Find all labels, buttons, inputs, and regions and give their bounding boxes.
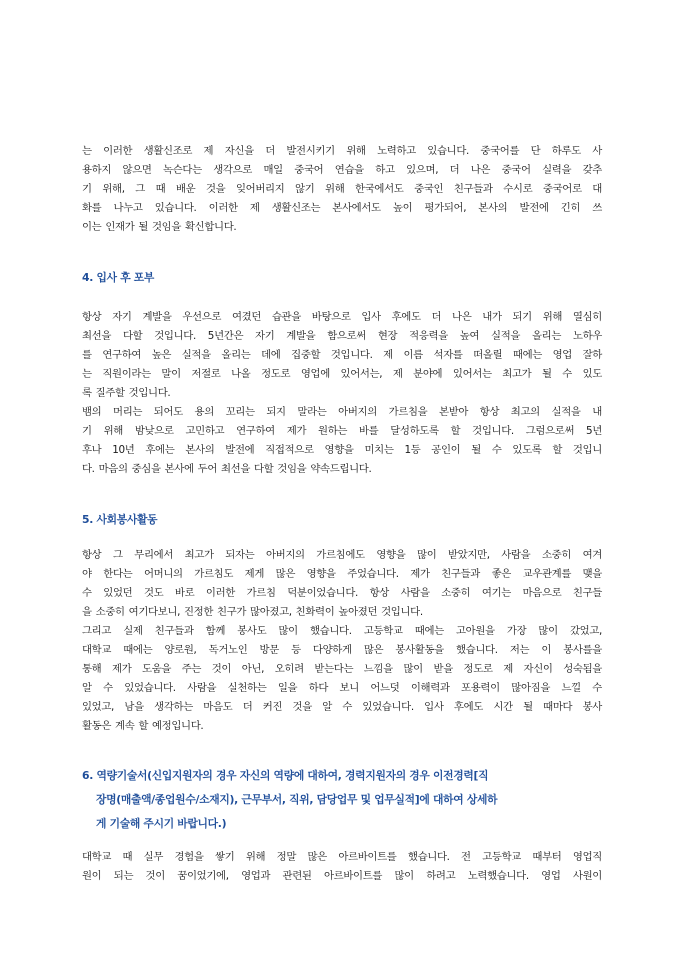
text-line: 뱀의 머리는 되어도 용의 꼬리는 되지 말라는 아버지의 가르침을 본받아 항상 최고의 실적을 내 [82,406,602,418]
text-line: 최선을 다할 것입니다. 5년간은 자기 계발을 함으로써 현장 적응력을 높여 실적을 올리는 노하우 [82,330,602,342]
text-line: 를 연구하여 높은 실적을 올리는 데에 집중할 것입니다. 제 이름 석자를 떠올릴 때에는 영업 잘하 [82,349,602,361]
heading-line: 6. 역량기술서(신입지원자의 경우 자신의 역량에 대하여, 경력지원자의 경우 이전경력[직 [82,769,489,782]
section-5-paragraph [82,546,602,736]
text-line: 이는 인재가 될 것임을 확신합니다. [82,221,237,233]
intro-paragraph [82,142,602,237]
text-line: 야 한다는 어머니의 가르침도 제게 많은 영향을 주었습니다. 제가 친구들과 좋은 교우관계를 맺을 [82,568,602,580]
text-line: 록 질주할 것입니다. [82,387,171,399]
text-line: 을 소중히 여기다보니, 진정한 친구가 많아졌고, 친화력이 높아졌던 것입니다. [82,606,423,618]
text-line: 다. 마음의 중심을 본사에 두어 최선을 다할 것임을 약속드립니다. [82,463,372,475]
text-line: 기 위해, 그 때 배운 것을 잊어버리지 않기 위해 한국에서도 중국인 친구들과 수시로 중국어로 대 [82,183,602,195]
section-4-heading: 4. 입사 후 포부 [82,271,155,284]
heading-line: 장명(매출액/종업원수/소재지), 근무부서, 직위, 담당업무 및 업무실적]에 대하여 상세하 [96,793,498,806]
text-line: 화를 나누고 있습니다. 이러한 제 생활신조는 본사에서도 높이 평가되어, 본사의 발전에 긴히 쓰 [82,202,602,214]
text-line: 후나 10년 후에는 본사의 발전에 직접적으로 영향을 미치는 1등 공인이 될 수 있도록 할 것입니 [82,444,602,456]
text-line: 원이 되는 것이 꿈이었기에, 영업과 관련된 아르바이트를 많이 하려고 노력했습니다. 영업 사원이 [82,870,602,882]
heading-line: 게 기술해 주시기 바랍니다.) [96,817,227,830]
text-line: 통해 제가 도움을 주는 것이 아닌, 오히려 받는다는 느낌을 많이 받을 정도로 제 자신이 성숙됨을 [82,663,602,675]
section-6-heading [82,764,602,836]
text-line: 항상 자기 계발을 우선으로 여겼던 습관을 바탕으로 입사 후에도 더 나은 내가 되기 위해 열심히 [82,311,602,323]
text-line: 대학교 때 실무 경험을 쌓기 위해 정말 많은 아르바이트를 했습니다. 전 고등학교 때부터 영업직 [82,851,602,863]
section-4-paragraph [82,308,602,479]
text-line: 활동은 계속 할 예정입니다. [82,720,204,732]
text-line: 용하지 않으면 녹슨다는 생각으로 매일 중국어 연습을 하고 있으며, 더 나은 중국어 실력을 갖추 [82,164,602,176]
text-line: 수 있었던 것도 바로 이러한 가르침 덕분이었습니다. 항상 사람을 소중히 여기는 마음으로 친구들 [82,587,602,599]
section-5-heading: 5. 사회봉사활동 [82,513,158,526]
text-line: 기 위해 밤낮으로 고민하고 연구하여 제가 원하는 바를 달성하도록 할 것입니다. 그럼으로써 5년 [82,425,602,437]
text-line: 는 이러한 생활신조로 제 자신을 더 발전시키기 위해 노력하고 있습니다. 중국어를 단 하루도 사 [82,145,602,157]
text-line: 대학교 때에는 양로원, 독거노인 방문 등 다양하게 많은 봉사활동을 했습니다. 저는 이 봉사를을 [82,644,602,656]
text-line: 항상 그 무리에서 최고가 되자는 아버지의 가르침에도 영향을 많이 받았지만, 사람을 소중히 여겨 [82,549,602,561]
text-line: 는 직원이라는 말이 저절로 나올 정도로 영업에 있어서는, 제 분야에 있어서는 최고가 될 수 있도 [82,368,602,380]
text-line: 알 수 있었습니다. 사람을 실천하는 일을 하다 보니 어느덧 이해력과 포용력이 많아짐을 느낄 수 [82,682,602,694]
text-line: 그리고 실제 친구들과 함께 봉사도 많이 했습니다. 고등학교 때에는 고아원을 가장 많이 갔었고, [82,625,602,637]
text-line: 있었고, 남을 생각하는 마음도 더 커진 것을 알 수 있었습니다. 입사 후에도 시간 될 때마다 봉사 [82,701,602,713]
section-6-paragraph [82,848,602,886]
